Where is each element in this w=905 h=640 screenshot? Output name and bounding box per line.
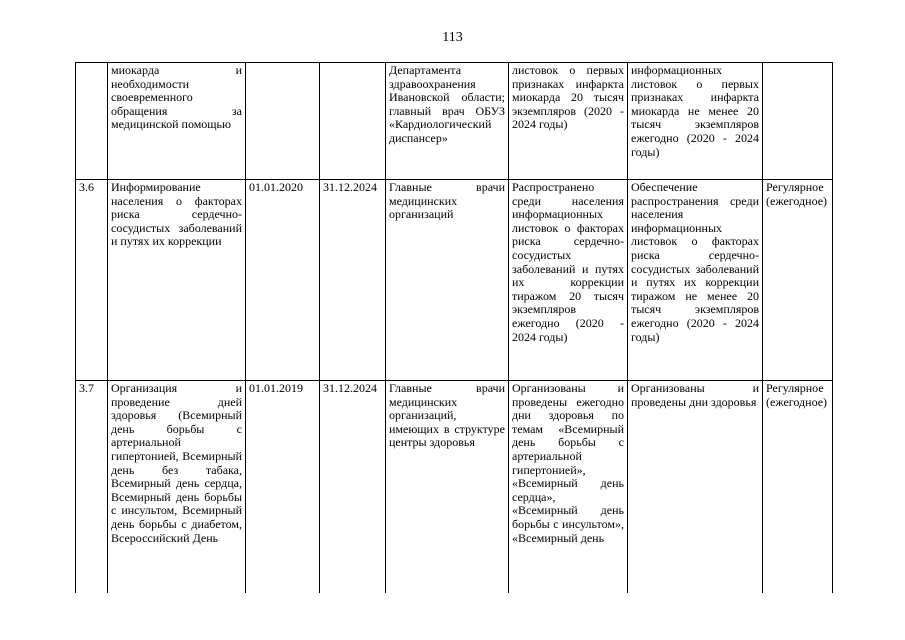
cell-frequency: Регулярное (ежегодное)	[763, 381, 833, 594]
cell-number: 3.7	[76, 381, 108, 594]
cell-number: 3.6	[76, 180, 108, 381]
cell-end-date: 31.12.2024	[320, 180, 386, 381]
page-number: 113	[442, 30, 463, 45]
table-row	[76, 63, 833, 180]
cell-frequency: Регулярное (ежегодное)	[763, 180, 833, 381]
cell-activity-name: Организация и проведение дней здоровья (Всемирный день борьбы с артериальной гипертонией, Всемирный день без табака, Всемирный день сердца, Всемирный день борьбы с инсультом, Всемирный день борьбы с диабетом, Всероссийский День	[108, 381, 246, 594]
cell-executor: Главные врачи медицинских организаций	[386, 180, 509, 381]
activities-table	[75, 62, 833, 593]
cell-indicator: Обеспечение распространения среди населения информационных листовок о факторах риска сердечно-сосудистых заболеваний и путях их коррекции тиражом не менее 20 тысяч экземпляров ежегодно (2020 - 2024 годы)	[628, 180, 763, 381]
cell-result: листовок о первых признаках инфаркта миокарда 20 тысяч экземпляров (2020 - 2024 годы)	[509, 63, 628, 180]
cell-result: Организованы и проведены ежегодно дни здоровья по темам «Всемирный день борьбы с артериальной гипертонией», «Всемирный день сердца», «Всемирный день борьбы с инсультом», «Всемирный день	[509, 381, 628, 594]
cell-number	[76, 63, 108, 180]
cell-indicator: Организованы и проведены дни здоровья	[628, 381, 763, 594]
cell-activity-name: Информирование населения о факторах риска сердечно-сосудистых заболеваний и путях их коррекции	[108, 180, 246, 381]
cell-start-date: 01.01.2020	[246, 180, 320, 381]
table-row	[76, 381, 833, 594]
cell-result: Распространено среди населения информационных листовок о факторах риска сердечно-сосудистых заболеваний и путях их коррекции тиражом 20 тысяч экземпляров ежегодно (2020 - 2024 годы)	[509, 180, 628, 381]
table-row	[76, 180, 833, 381]
cell-end-date	[320, 63, 386, 180]
cell-end-date: 31.12.2024	[320, 381, 386, 594]
cell-indicator: информационных листовок о первых признаках инфаркта миокарда не менее 20 тысяч экземпляров ежегодно (2020 - 2024 годы)	[628, 63, 763, 180]
cell-start-date: 01.01.2019	[246, 381, 320, 594]
cell-activity-name: миокарда и необходимости своевременного обращения за медицинской помощью	[108, 63, 246, 180]
cell-executor: Главные врачи медицинских организаций, имеющих в структуре центры здоровья	[386, 381, 509, 594]
cell-executor: Департамента здравоохранения Ивановской области; главный врач ОБУЗ «Кардиологический диспансер»	[386, 63, 509, 180]
cell-frequency	[763, 63, 833, 180]
cell-start-date	[246, 63, 320, 180]
